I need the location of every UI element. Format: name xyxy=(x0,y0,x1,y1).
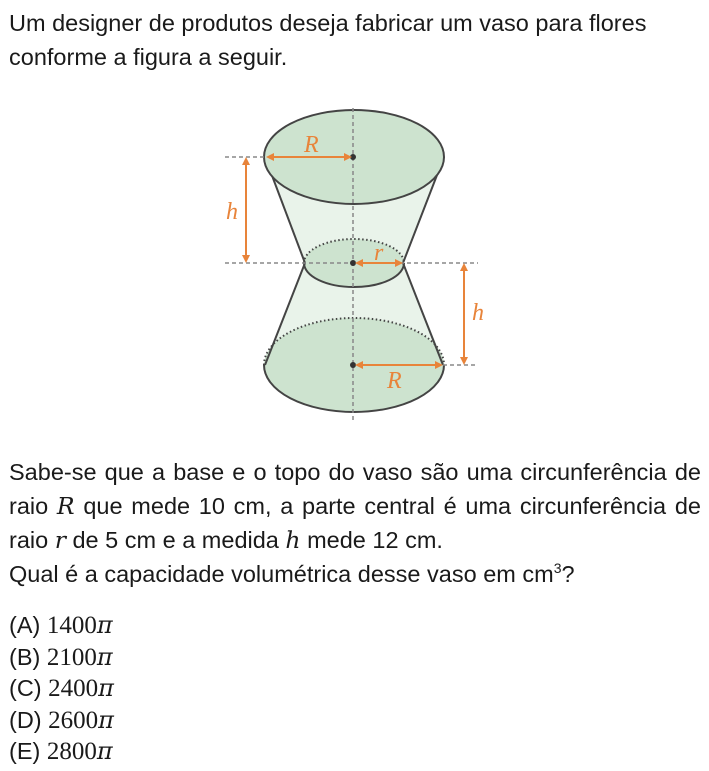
h-top-label: h xyxy=(226,199,238,225)
var-R: R xyxy=(56,492,75,520)
option-a[interactable]: (A) 1400π xyxy=(9,611,113,639)
option-d[interactable]: (D) 2600π xyxy=(9,705,114,734)
option-c[interactable]: (C) 2400π xyxy=(9,674,114,702)
h-bottom-arrowhead-up xyxy=(460,263,468,271)
R-top-label: R xyxy=(304,132,319,158)
double-cone-vase-diagram xyxy=(0,100,709,425)
var-h: h xyxy=(285,526,301,554)
question-intro: Um designer de produtos deseja fabricar um vaso para flores conforme a figura a seguir. xyxy=(9,10,647,70)
var-r: r xyxy=(54,526,66,554)
option-e[interactable]: (E) 2800π xyxy=(9,737,113,765)
answer-options xyxy=(9,610,114,768)
h-bottom-arrowhead-down xyxy=(460,357,468,365)
h-bottom-label: h xyxy=(472,300,484,326)
h-top-arrowhead-up xyxy=(242,157,250,165)
h-top-arrowhead-down xyxy=(242,255,250,263)
option-b[interactable]: (B) 2100π xyxy=(9,642,113,671)
vase-figure xyxy=(0,100,709,425)
R-bottom-label: R xyxy=(387,368,402,394)
question-ask: Qual é a capacidade volumétrica desse vaso em $cm^3$? xyxy=(9,560,575,587)
question-statement: Sabe-se que a base e o topo do vaso são uma circunferência de raio R que mede 10 cm, a parte central é uma circunferência de raio r de 5 cm e a medida h mede 12 cm. Qual é a capacidade volumétrica desse vaso em $cm^3$? xyxy=(9,455,701,591)
r-middle-label: r xyxy=(374,240,384,266)
